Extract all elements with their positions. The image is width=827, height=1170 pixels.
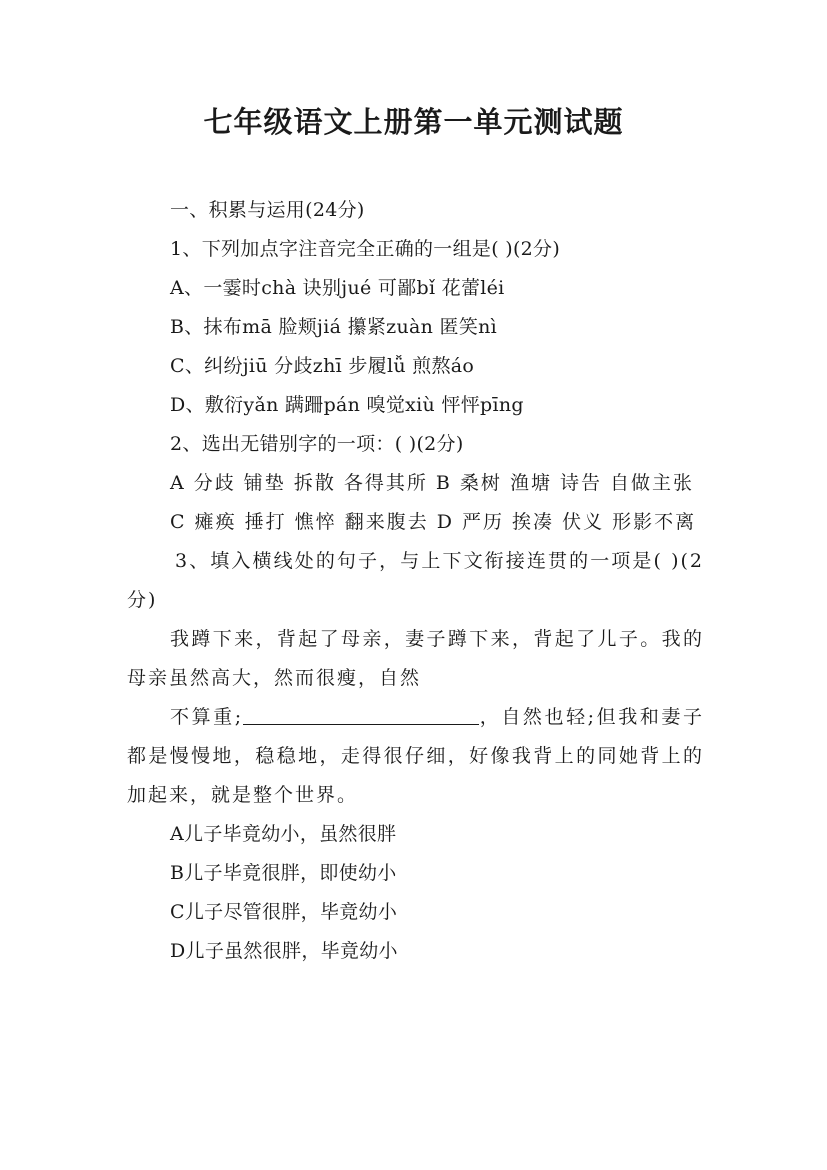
passage-2-end: ，自然也轻;但我和妻子都是慢慢地，稳稳地，走得很仔细，好像我背上的同她背上的加起来，就是整个世界。 xyxy=(127,706,704,806)
question-3-option-a: A儿子毕竟幼小，虽然很胖 xyxy=(170,823,397,845)
question-3-stem: 3、填入横线处的句子，与上下文衔接连贯的一项是( )(2分) xyxy=(127,550,704,611)
question-1-option-a: A、一霎时chà 诀别jué 可鄙bǐ 花蕾léi xyxy=(170,277,505,299)
question-1-option-d: D、敷衍yǎn 蹒跚pán 嗅觉xiù 怦怦pīng xyxy=(170,394,524,416)
fill-in-blank-line xyxy=(243,706,479,725)
question-3-passage-1: 我蹲下来，背起了母亲，妻子蹲下来，背起了儿子。我的母亲虽然高大，然而很瘦，自然 xyxy=(127,628,704,689)
question-2-option-cd: C 瘫痪 捶打 憔悴 翻来腹去 D 严历 挨凑 伏义 形影不离 xyxy=(170,511,697,533)
question-2-option-ab: A 分歧 铺垫 拆散 各得其所 B 桑树 渔塘 诗告 自做主张 xyxy=(170,472,695,494)
passage-2-start: 不算重; xyxy=(170,706,244,728)
question-1-option-c: C、纠纷jiū 分歧zhī 步履lǚ 煎熬áo xyxy=(170,355,475,377)
question-3-option-b: B儿子毕竟很胖，即使幼小 xyxy=(170,862,397,884)
question-3-passage-2 xyxy=(127,698,704,815)
document-body xyxy=(127,191,704,971)
page-title: 七年级语文上册第一单元测试题 xyxy=(203,105,624,139)
question-1-stem: 1、下列加点字注音完全正确的一组是( )(2分) xyxy=(170,238,561,260)
section-heading: 一、积累与运用(24分) xyxy=(170,199,365,221)
question-3-option-d: D儿子虽然很胖，毕竟幼小 xyxy=(170,940,398,962)
question-2-stem: 2、选出无错别字的一项：( )(2分) xyxy=(170,433,464,455)
question-1-option-b: B、抹布mā 脸颊jiá 攥紧zuàn 匿笑nì xyxy=(170,316,498,338)
question-3-option-c: C儿子尽管很胖，毕竟幼小 xyxy=(170,901,398,923)
